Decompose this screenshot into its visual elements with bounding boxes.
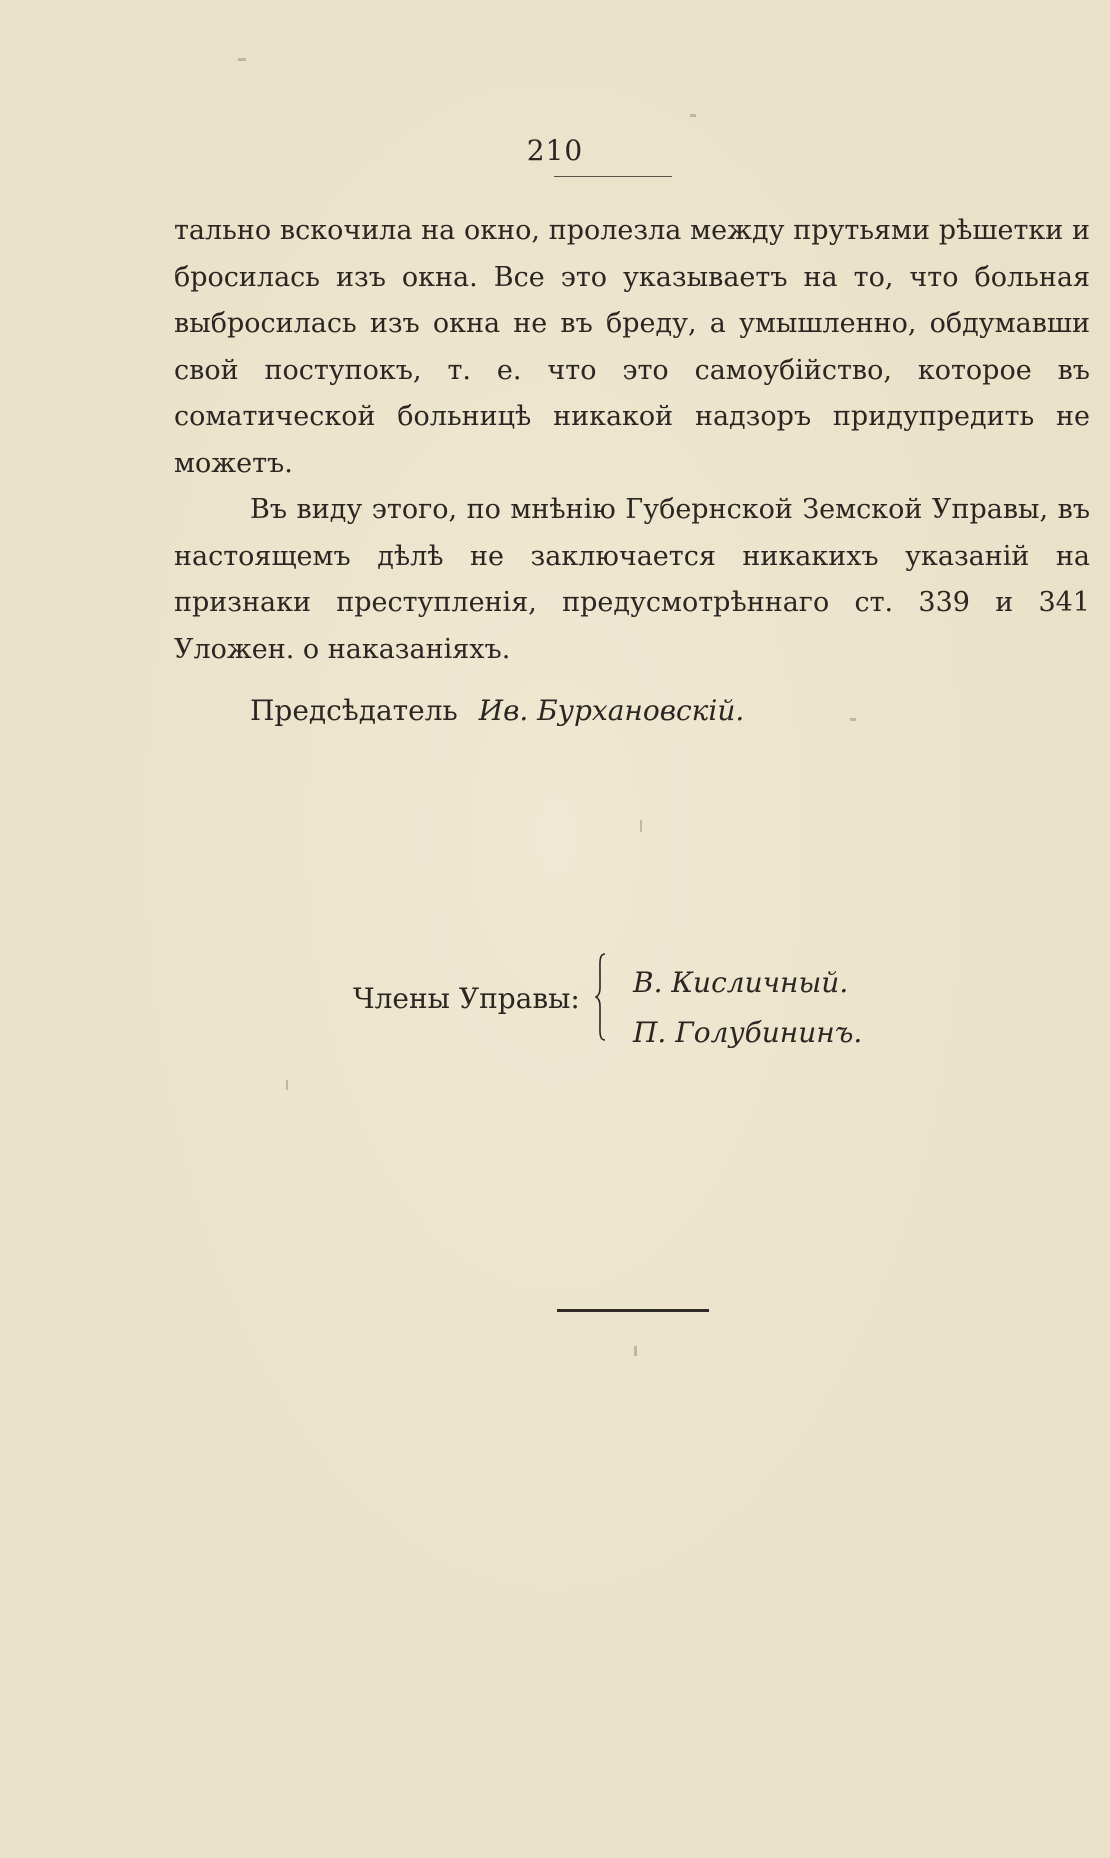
- end-rule: [557, 1309, 709, 1312]
- paper-speck: [634, 1346, 637, 1356]
- paper-speck: [238, 58, 246, 61]
- paper-speck: [640, 820, 642, 832]
- members-label: Члены Управы:: [353, 982, 580, 1015]
- members-names: [633, 958, 862, 1058]
- paragraph-continuation: тально вскочила на окно, пролезла между прутьями рѣшетки и бросилась изъ окна. Все это указываетъ на то, что больная выбросилась изъ окна не въ бреду, а умышленно, обдумавши свой поступокъ, т. е. что это самоубійство, которое въ соматической больницѣ никакой надзоръ придупредить не можетъ.: [174, 215, 1090, 479]
- chairman-signature-line: [250, 694, 744, 727]
- paragraph-conclusion: Въ виду этого, по мнѣнію Губернской Земской Управы, въ настоящемъ дѣлѣ не заключается никакихъ указаній на признаки преступленія, предусмотрѣннаго ст. 339 и 341 Уложен. о наказаніяхъ.: [174, 494, 1090, 665]
- brace-icon: [595, 952, 609, 1042]
- body-text: [174, 208, 1090, 673]
- paper-speck: [850, 718, 856, 721]
- chairman-label: Предсѣдатель: [250, 694, 458, 727]
- paper-speck: [690, 114, 696, 117]
- member-name: П. Голубининъ.: [633, 1016, 863, 1049]
- paper-speck: [286, 1080, 288, 1090]
- chairman-name: Ив. Бурхановскій.: [478, 694, 745, 727]
- member-name: В. Кисличный.: [633, 966, 849, 999]
- page-number-rule: [554, 176, 672, 177]
- page-number: 210: [526, 134, 584, 167]
